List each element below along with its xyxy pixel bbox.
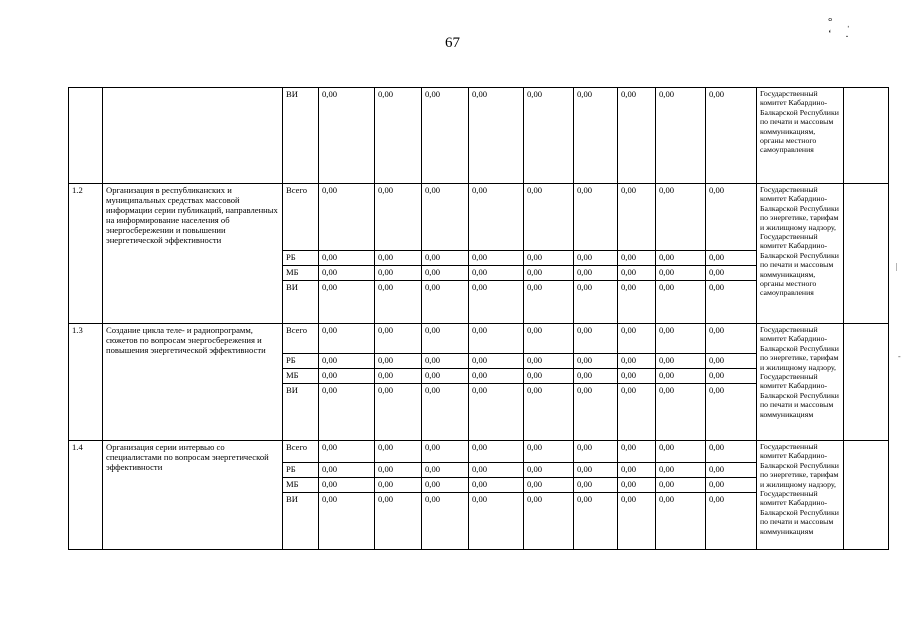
amount-cell: 0,00 — [618, 281, 656, 324]
amount-cell: 0,00 — [469, 266, 524, 281]
amount-cell: 0,00 — [524, 354, 574, 369]
amount-cell: 0,00 — [618, 463, 656, 478]
amount-cell: 0,00 — [469, 88, 524, 184]
funding-source-cell: ВИ — [283, 493, 319, 550]
amount-cell: 0,00 — [375, 184, 422, 251]
amount-cell: 0,00 — [422, 369, 469, 384]
amount-cell: 0,00 — [524, 369, 574, 384]
amount-cell: 0,00 — [656, 281, 706, 324]
amount-cell: 0,00 — [656, 384, 706, 441]
amount-cell: 0,00 — [524, 384, 574, 441]
amount-cell: 0,00 — [524, 251, 574, 266]
responsible-org-cell: Государственный комитет Кабардино-Балкарской Республики по энергетике, тарифам и жилищному надзору, Государственный комитет Кабардино-Балкарской Республики по печати и массовым коммуникациям — [757, 441, 844, 550]
amount-cell: 0,00 — [618, 478, 656, 493]
amount-cell: 0,00 — [574, 493, 618, 550]
scan-edge-mark: | — [896, 262, 898, 271]
amount-cell: 0,00 — [319, 324, 375, 354]
empty-cell — [844, 184, 889, 324]
scan-marks: °ˌ ʻ. — [828, 16, 865, 40]
amount-cell: 0,00 — [574, 88, 618, 184]
amount-cell: 0,00 — [422, 88, 469, 184]
amount-cell: 0,00 — [706, 369, 757, 384]
funding-source-cell: ВИ — [283, 88, 319, 184]
amount-cell: 0,00 — [469, 384, 524, 441]
amount-cell: 0,00 — [319, 281, 375, 324]
amount-cell: 0,00 — [574, 251, 618, 266]
amount-cell: 0,00 — [618, 369, 656, 384]
amount-cell: 0,00 — [319, 266, 375, 281]
amount-cell: 0,00 — [656, 441, 706, 463]
funding-source-cell: РБ — [283, 463, 319, 478]
amount-cell: 0,00 — [706, 184, 757, 251]
amount-cell: 0,00 — [656, 251, 706, 266]
empty-cell — [844, 441, 889, 550]
amount-cell: 0,00 — [574, 463, 618, 478]
amount-cell: 0,00 — [656, 478, 706, 493]
funding-source-cell: МБ — [283, 266, 319, 281]
amount-cell: 0,00 — [524, 478, 574, 493]
amount-cell: 0,00 — [375, 354, 422, 369]
amount-cell: 0,00 — [375, 266, 422, 281]
table-row — [69, 88, 889, 184]
amount-cell: 0,00 — [375, 384, 422, 441]
budget-table — [68, 87, 889, 550]
amount-cell: 0,00 — [618, 324, 656, 354]
amount-cell: 0,00 — [524, 441, 574, 463]
amount-cell: 0,00 — [706, 463, 757, 478]
amount-cell: 0,00 — [524, 463, 574, 478]
amount-cell: 0,00 — [524, 266, 574, 281]
amount-cell: 0,00 — [375, 441, 422, 463]
amount-cell: 0,00 — [574, 324, 618, 354]
amount-cell: 0,00 — [469, 441, 524, 463]
responsible-org-cell: Государственный комитет Кабардино-Балкарской Республики по печати и массовым коммуникациям, органы местного самоуправления — [757, 88, 844, 184]
page-number: 67 — [445, 35, 460, 51]
amount-cell: 0,00 — [574, 369, 618, 384]
responsible-org-cell: Государственный комитет Кабардино-Балкарской Республики по энергетике, тарифам и жилищному надзору, Государственный комитет Кабардино-Балкарской Республики по печати и массовым коммуникациям — [757, 324, 844, 441]
amount-cell: 0,00 — [469, 251, 524, 266]
amount-cell: 0,00 — [656, 354, 706, 369]
amount-cell: 0,00 — [319, 251, 375, 266]
table-row — [69, 184, 889, 251]
amount-cell: 0,00 — [706, 251, 757, 266]
amount-cell: 0,00 — [656, 324, 706, 354]
amount-cell: 0,00 — [469, 324, 524, 354]
amount-cell: 0,00 — [375, 463, 422, 478]
amount-cell: 0,00 — [618, 88, 656, 184]
amount-cell: 0,00 — [618, 251, 656, 266]
amount-cell: 0,00 — [422, 384, 469, 441]
amount-cell: 0,00 — [319, 463, 375, 478]
funding-source-cell: Всего — [283, 441, 319, 463]
item-title-cell: Организация в республиканских и муниципальных средствах массовой информации серии публикаций, направленных на информирование населения об энергосбережении и повышении энергетической эффективности — [103, 184, 283, 324]
funding-source-cell: МБ — [283, 369, 319, 384]
amount-cell: 0,00 — [375, 478, 422, 493]
amount-cell: 0,00 — [574, 184, 618, 251]
amount-cell: 0,00 — [319, 384, 375, 441]
funding-source-cell: РБ — [283, 354, 319, 369]
funding-source-cell: Всего — [283, 324, 319, 354]
amount-cell: 0,00 — [618, 441, 656, 463]
item-number-cell: 1.2 — [69, 184, 103, 324]
amount-cell: 0,00 — [706, 384, 757, 441]
amount-cell: 0,00 — [319, 478, 375, 493]
amount-cell: 0,00 — [469, 493, 524, 550]
amount-cell: 0,00 — [706, 441, 757, 463]
funding-source-cell: ВИ — [283, 281, 319, 324]
amount-cell: 0,00 — [706, 478, 757, 493]
table-row — [69, 324, 889, 354]
amount-cell: 0,00 — [574, 281, 618, 324]
amount-cell: 0,00 — [524, 88, 574, 184]
item-number-cell: 1.4 — [69, 441, 103, 550]
funding-source-cell: РБ — [283, 251, 319, 266]
funding-source-cell: ВИ — [283, 384, 319, 441]
amount-cell: 0,00 — [422, 281, 469, 324]
item-title-cell: Организация серии интервью со специалистами по вопросам энергетической эффективности — [103, 441, 283, 550]
amount-cell: 0,00 — [422, 184, 469, 251]
amount-cell: 0,00 — [422, 463, 469, 478]
table-row — [69, 441, 889, 463]
amount-cell: 0,00 — [618, 354, 656, 369]
item-title-cell — [103, 88, 283, 184]
amount-cell: 0,00 — [422, 251, 469, 266]
amount-cell: 0,00 — [375, 88, 422, 184]
amount-cell: 0,00 — [706, 88, 757, 184]
amount-cell: 0,00 — [524, 324, 574, 354]
amount-cell: 0,00 — [524, 493, 574, 550]
amount-cell: 0,00 — [375, 369, 422, 384]
empty-cell — [844, 88, 889, 184]
amount-cell: 0,00 — [422, 324, 469, 354]
amount-cell: 0,00 — [706, 354, 757, 369]
item-number-cell — [69, 88, 103, 184]
amount-cell: 0,00 — [319, 369, 375, 384]
amount-cell: 0,00 — [618, 266, 656, 281]
amount-cell: 0,00 — [422, 266, 469, 281]
amount-cell: 0,00 — [618, 384, 656, 441]
amount-cell: 0,00 — [524, 281, 574, 324]
amount-cell: 0,00 — [618, 184, 656, 251]
item-title-cell: Создание цикла теле- и радиопрограмм, сюжетов по вопросам энергосбережения и повышения энергетической эффективности — [103, 324, 283, 441]
amount-cell: 0,00 — [706, 324, 757, 354]
scan-edge-mark: - — [898, 352, 901, 361]
amount-cell: 0,00 — [319, 184, 375, 251]
amount-cell: 0,00 — [656, 88, 706, 184]
amount-cell: 0,00 — [422, 493, 469, 550]
amount-cell: 0,00 — [574, 478, 618, 493]
amount-cell: 0,00 — [574, 354, 618, 369]
amount-cell: 0,00 — [469, 478, 524, 493]
empty-cell — [844, 324, 889, 441]
amount-cell: 0,00 — [319, 354, 375, 369]
amount-cell: 0,00 — [706, 493, 757, 550]
amount-cell: 0,00 — [469, 184, 524, 251]
amount-cell: 0,00 — [422, 441, 469, 463]
amount-cell: 0,00 — [706, 266, 757, 281]
amount-cell: 0,00 — [422, 354, 469, 369]
amount-cell: 0,00 — [574, 266, 618, 281]
amount-cell: 0,00 — [375, 281, 422, 324]
amount-cell: 0,00 — [319, 88, 375, 184]
amount-cell: 0,00 — [375, 324, 422, 354]
amount-cell: 0,00 — [469, 369, 524, 384]
amount-cell: 0,00 — [656, 493, 706, 550]
amount-cell: 0,00 — [618, 493, 656, 550]
amount-cell: 0,00 — [319, 493, 375, 550]
amount-cell: 0,00 — [469, 463, 524, 478]
amount-cell: 0,00 — [375, 493, 422, 550]
amount-cell: 0,00 — [574, 384, 618, 441]
amount-cell: 0,00 — [319, 441, 375, 463]
amount-cell: 0,00 — [656, 266, 706, 281]
amount-cell: 0,00 — [656, 463, 706, 478]
funding-source-cell: Всего — [283, 184, 319, 251]
amount-cell: 0,00 — [422, 478, 469, 493]
amount-cell: 0,00 — [706, 281, 757, 324]
responsible-org-cell: Государственный комитет Кабардино-Балкарской Республики по энергетике, тарифам и жилищному надзору, Государственный комитет Кабардино-Балкарской Республики по печати и массовым коммуникациям, органы местного самоуправления — [757, 184, 844, 324]
amount-cell: 0,00 — [375, 251, 422, 266]
amount-cell: 0,00 — [656, 184, 706, 251]
amount-cell: 0,00 — [524, 184, 574, 251]
amount-cell: 0,00 — [469, 354, 524, 369]
amount-cell: 0,00 — [656, 369, 706, 384]
amount-cell: 0,00 — [469, 281, 524, 324]
item-number-cell: 1.3 — [69, 324, 103, 441]
amount-cell: 0,00 — [574, 441, 618, 463]
funding-source-cell: МБ — [283, 478, 319, 493]
